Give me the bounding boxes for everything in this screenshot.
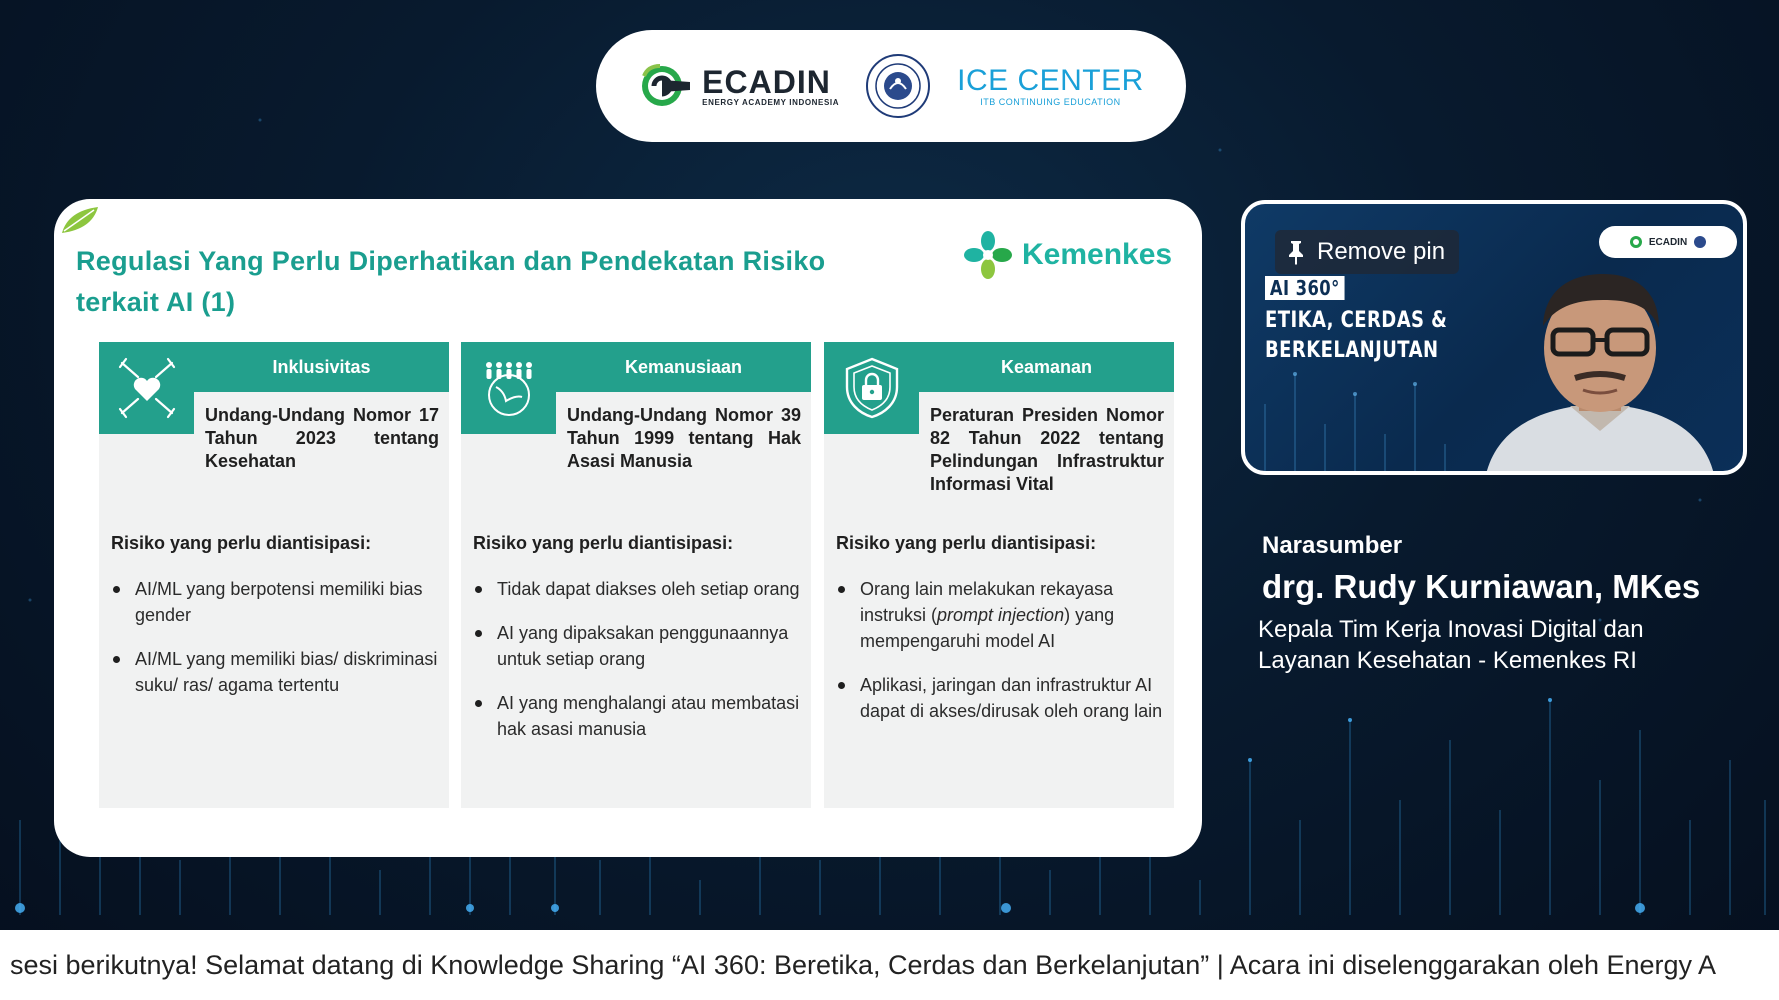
risk-item: AI yang menghalangi atau membatasi hak asasi manusia [473,690,803,742]
speaker-title-line: Layanan Kesehatan - Kemenkes RI [1258,647,1637,674]
pin-icon [1285,239,1307,265]
risk-heading: Risiko yang perlu diantisipasi: [473,533,734,553]
card-keamanan [824,342,1174,808]
hands-heart-icon [114,355,180,421]
risk-list [111,576,441,716]
risk-item [836,576,1166,654]
card-header-label: Keamanan [1000,357,1093,377]
risk-item: AI yang dipaksakan penggunaannya untuk setiap orang [473,620,803,672]
speaker-title-line: Kepala Tim Kerja Inovasi Digital dan [1258,616,1644,643]
ecadin-name: ECADIN [702,63,831,100]
itb-seal-icon [865,53,931,119]
risk-text: ) yang mempengaruhi model AI [860,605,1115,651]
card-header-label: Kemanusiaan [624,357,743,377]
risk-item: Tidak dapat diakses oleh setiap orang [473,576,803,602]
mini-logo-text: ECADIN [1648,236,1688,248]
ecadin-logo-icon [638,62,694,110]
card-icon-box [461,342,556,434]
card-law-text: Undang-Undang Nomor 17 Tahun 2023 tentang Kesehatan [205,405,439,471]
shield-lock-icon [839,355,905,421]
speaker-name: drg. Rudy Kurniawan, MKes [1262,568,1701,605]
risk-list [473,576,803,760]
risk-heading: Risiko yang perlu diantisipasi: [836,533,1097,553]
card-law-text: Peraturan Presiden Nomor 82 Tahun 2022 tentang Pelindungan Infrastruktur Informasi Vital [930,405,1164,494]
presentation-slide [54,199,1202,857]
speaker-role: Narasumber [1262,532,1403,559]
kemenkes-logo [964,231,1172,279]
remove-pin-button[interactable] [1275,230,1459,274]
risk-item: Aplikasi, jaringan dan infrastruktur AI dapat di akses/dirusak oleh orang lain [836,672,1166,724]
itb-mini-icon [1693,235,1707,249]
card-icon-box [824,342,919,434]
video-banner-text [1265,274,1447,366]
leaf-icon [58,203,102,237]
risk-item: AI/ML yang memiliki bias/ diskriminasi suku/ ras/ agama tertentu [111,646,441,698]
risk-list [836,576,1166,742]
news-ticker [0,930,1779,1000]
video-banner-line: BERKELANJUTAN [1265,338,1439,363]
speaker-video-tile[interactable] [1241,200,1747,475]
card-kemanusiaan [461,342,811,808]
video-banner-tag: AI 360° [1265,276,1345,300]
card-inklusivitas [99,342,449,808]
mini-partner-logo [1599,226,1737,258]
ecadin-logo [638,62,839,110]
risk-text: Orang lain melakukan rekayasa instruksi ( [860,579,1114,625]
ecadin-subtitle: ENERGY ACADEMY INDONESIA [702,97,840,107]
people-globe-icon [476,355,542,421]
ice-center-subtitle: ITB CONTINUING EDUCATION [980,97,1121,107]
card-icon-box [99,342,194,434]
ice-center-name: ICE CENTER [957,64,1144,97]
card-header-label: Inklusivitas [272,357,371,377]
partner-logos-banner [596,30,1186,142]
risk-heading: Risiko yang perlu diantisipasi: [111,533,372,553]
kemenkes-name: Kemenkes [1022,238,1173,271]
risk-item: AI/ML yang berpotensi memiliki bias gender [111,576,441,628]
card-law-text: Undang-Undang Nomor 39 Tahun 1999 tentang Hak Asasi Manusia [567,405,801,471]
kemenkes-logo-icon [964,231,1012,279]
ticker-text: sesi berikutnya! Selamat datang di Knowledge Sharing “AI 360: Beretika, Cerdas dan Berkelanjutan” | Acara ini diselenggarakan oleh Energy A [10,950,1717,980]
speaker-video-feed [1475,256,1725,475]
remove-pin-label: Remove pin [1317,238,1446,265]
ice-center-logo [957,65,1144,107]
risk-text-italic: prompt injection [937,605,1065,625]
slide-title: Regulasi Yang Perlu Diperhatikan dan Pendekatan Risiko terkait AI (1) [76,246,826,317]
speaker-info [1258,532,1701,676]
ecadin-mini-icon [1629,235,1643,249]
video-banner-line: ETIKA, CERDAS & [1265,308,1448,333]
